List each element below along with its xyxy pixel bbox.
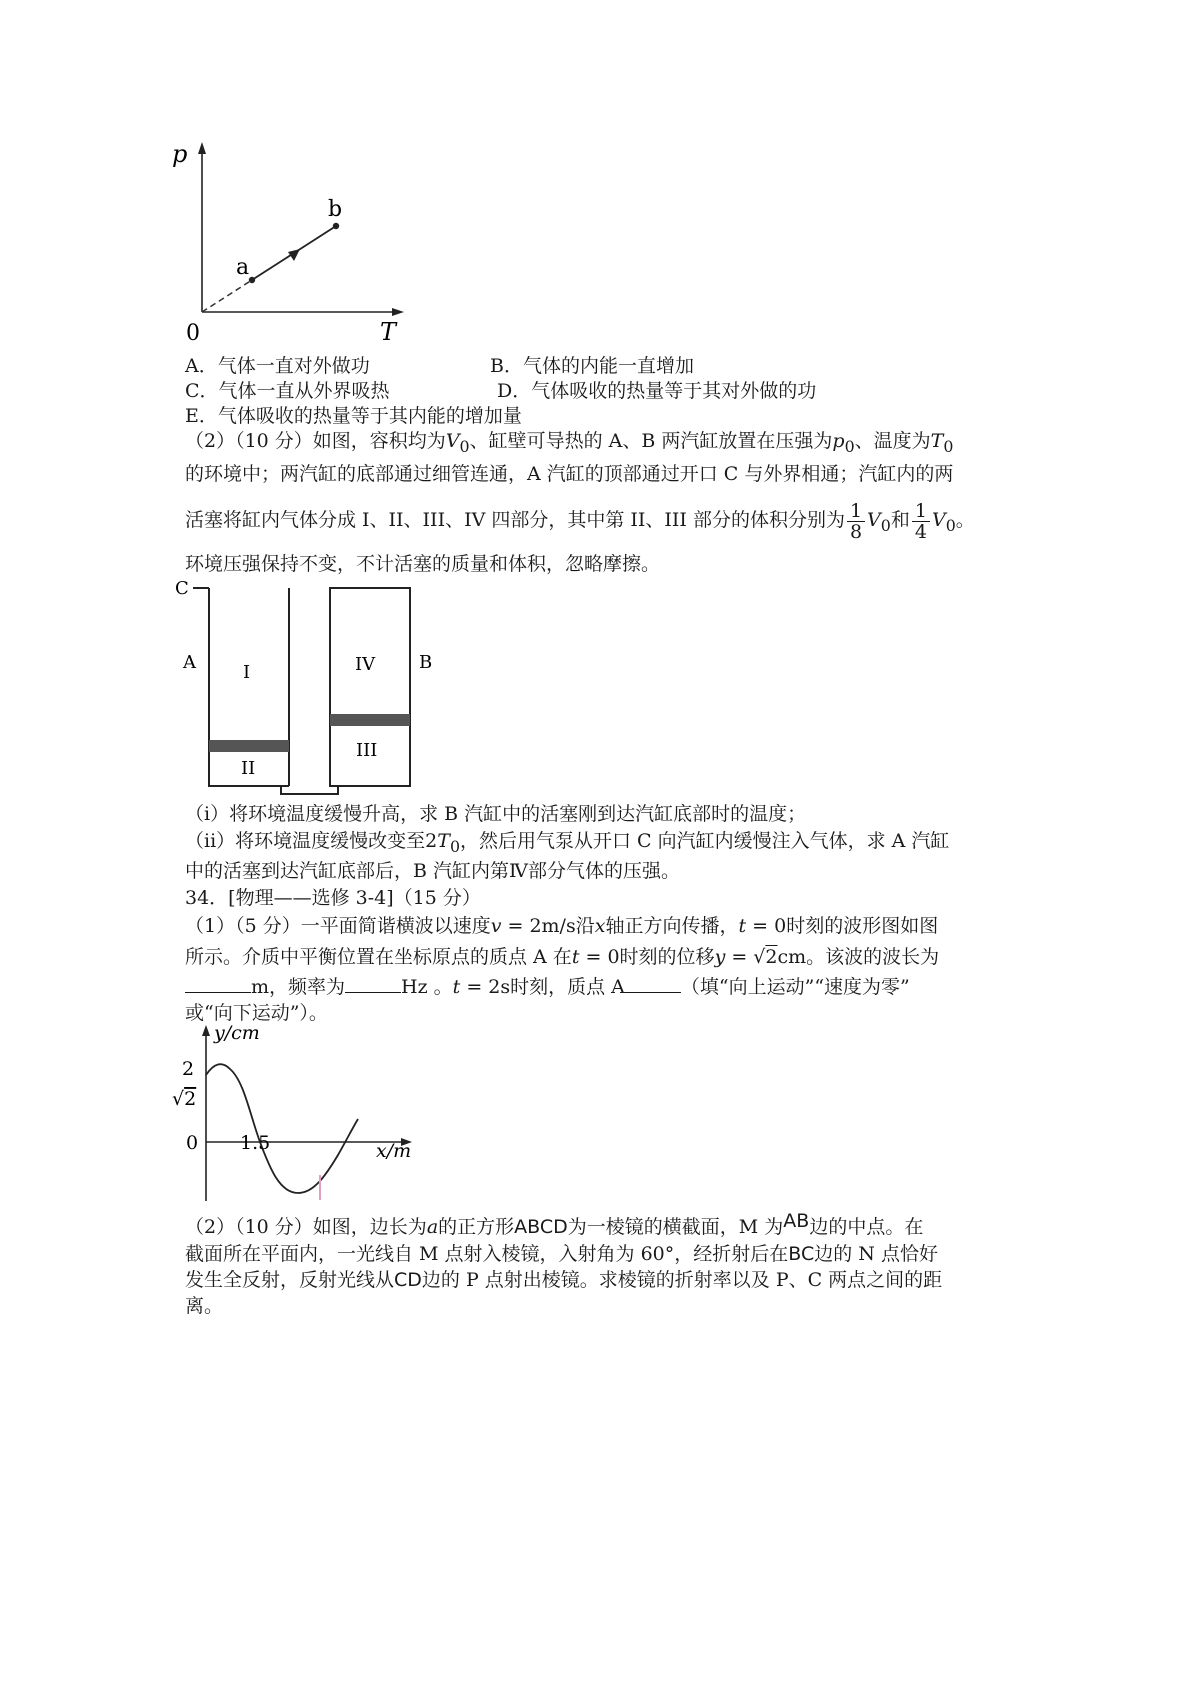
tick-sqrt2: √2 — [172, 1088, 197, 1110]
option-a: A．气体一直对外做功 — [185, 355, 370, 377]
option-b: B．气体的内能一直增加 — [490, 355, 694, 377]
blank-wavelength — [185, 992, 251, 993]
q33-2-part-i: （i）将环境温度缓慢升高，求 B 汽缸中的活塞刚到达汽缸底部时的温度； — [185, 803, 807, 825]
q34-1-line2: 所示。介质中平衡位置在坐标原点的质点 A 在t = 0时刻的位移y = √2cm。该波的波长为 — [185, 946, 940, 968]
q34-2-line2: 截面所在平面内，一光线自 M 点射入棱镜，入射角为 60°，经折射后在BC边的 N 点恰好 — [185, 1243, 938, 1265]
p-t-graph — [170, 140, 410, 350]
wave-curve — [206, 1064, 358, 1193]
y-axis-label: y/cm — [214, 1025, 260, 1044]
x-axis-label: T — [380, 318, 397, 346]
origin-label: 0 — [186, 321, 200, 346]
q34-2-line4: 离。 — [185, 1295, 224, 1317]
tick-2: 2 — [182, 1058, 195, 1080]
point-a-label: a — [236, 255, 250, 280]
sqrt-symbol: √ — [753, 946, 766, 968]
q34-1-line4: 或“向下运动”）。 — [185, 1002, 328, 1024]
q34-2-line1: （2）（10 分）如图，边长为a的正方形ABCD为一棱镜的横截面，M 为AB边的中点。在 — [185, 1210, 924, 1238]
point-a-dot — [249, 277, 255, 283]
wave-graph — [170, 1025, 430, 1210]
blank-frequency — [345, 992, 401, 993]
origin-label: 0 — [186, 1132, 199, 1154]
fraction-one-quarter: $\frac{1}{4}$ — [912, 501, 930, 542]
blank-motion — [625, 992, 681, 993]
x-axis-arrow — [392, 308, 404, 316]
cylinders-diagram — [175, 578, 465, 800]
cylinder-a-wall — [209, 588, 289, 786]
label-iii: III — [356, 740, 378, 761]
tick-1-5: 1.5 — [240, 1132, 271, 1154]
fraction-one-eighth: $\frac{1}{8}$ — [847, 501, 865, 542]
q33-2-line4: 环境压强保持不变，不计活塞的质量和体积，忽略摩擦。 — [185, 553, 661, 575]
point-b-dot — [333, 223, 339, 229]
piston-b — [330, 714, 410, 726]
q33-2-line3: 活塞将缸内气体分成 I、II、III、IV 四部分，其中第 II、III 部分的体积分别为 $\frac{1}{8}$ $V_0$和 $\frac{1}{4}$ $V_0$。 — [185, 499, 975, 543]
y-axis-arrow — [198, 142, 206, 154]
point-b-label: b — [328, 197, 343, 222]
q33-2-part-ii-line2: 中的活塞到达汽缸底部后，B 汽缸内第Ⅳ部分气体的压强。 — [185, 860, 680, 882]
x-axis-label: x/m — [376, 1140, 412, 1162]
option-c: C．气体一直从外界吸热 — [185, 380, 390, 402]
option-d: D．气体吸收的热量等于其对外做的功 — [497, 380, 817, 402]
q34-1-line3: m，频率为 Hz 。t = 2s时刻，质点 A （填“向上运动”“速度为零” — [185, 973, 910, 1001]
q34-title: 34．[物理——选修 3-4]（15 分） — [185, 887, 481, 909]
option-e: E．气体吸收的热量等于其内能的增加量 — [185, 405, 522, 427]
connecting-tube — [281, 786, 338, 794]
q34-2-line3: 发生全反射，反射光线从CD边的 P 点射出棱镜。求棱镜的折射率以及 P、C 两点之间的距 — [185, 1269, 943, 1291]
q34-1-line1: （1）（5 分）一平面简谐横波以速度v = 2m/s沿x轴正方向传播，t = 0时刻的波形图如图 — [185, 915, 939, 937]
q33-2-line1: （2）（10 分）如图，容积均为$V_0$、缸壁可导热的 A、B 两汽缸放置在压强为$p_0$、温度为$T_0$ — [185, 430, 954, 456]
q33-2-line2: 的环境中；两汽缸的底部通过细管连通，A 汽缸的顶部通过开口 C 与外界相通；汽缸内的两 — [185, 463, 954, 485]
label-ii: II — [241, 758, 256, 779]
label-i: I — [243, 662, 251, 683]
label-b: B — [419, 652, 433, 673]
y-axis-arrow — [202, 1025, 210, 1036]
piston-a — [209, 740, 289, 752]
label-a: A — [183, 652, 196, 673]
label-c: C — [175, 578, 189, 599]
q33-2-part-ii-line1: （ii）将环境温度缓慢改变至$2T_0$，然后用气泵从开口 C 向汽缸内缓慢注入气体，求 A 汽缸 — [185, 830, 950, 856]
dashed-extension — [202, 280, 252, 312]
y-axis-label: p — [172, 140, 188, 168]
label-iv: IV — [355, 654, 376, 675]
